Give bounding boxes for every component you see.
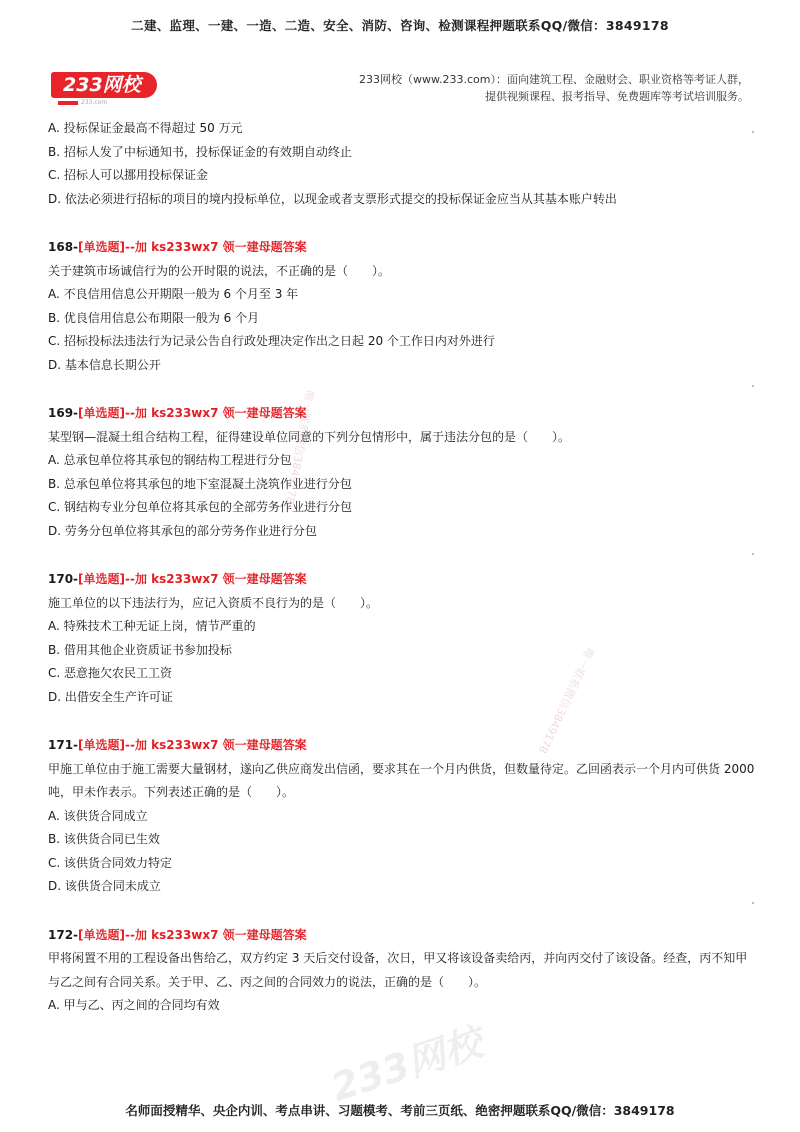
question-number: 168- (48, 240, 79, 254)
question-tag: [单选题]--加 ks233wx7 领一建母题答案 (78, 240, 307, 254)
option-b: B. 借用其他企业资质证书参加投标 (48, 642, 232, 657)
previous-question-options (48, 117, 758, 211)
brand-logo: 233网校 (51, 72, 157, 98)
edge-mark (752, 902, 754, 904)
option-c: C. 招标人可以挪用投标保证金 (48, 168, 209, 182)
footer-banner: 名师面授精华、央企内训、考点串讲、习题模考、考前三页纸、绝密押题联系QQ/微信：3849178 (125, 1103, 675, 1118)
option-b: B. 总承包单位将其承包的地下室混凝土浇筑作业进行分包 (48, 476, 352, 491)
question-stem: 甲施工单位由于施工需要大量钢材，遂向乙供应商发出信函，要求其在一个月内供货，但数量待定。乙回函表示一个月内可供货 2000 吨，甲未作表示。下列表述正确的是（ ）。 (48, 761, 755, 799)
option-d: D. 出借安全生产许可证 (48, 689, 173, 704)
option-c: C. 该供货合同效力特定 (48, 855, 173, 870)
brand-header (45, 68, 765, 108)
question-172 (48, 924, 758, 1018)
option-a: A. 该供货合同成立 (48, 808, 148, 823)
question-header (48, 734, 758, 758)
option-d: D. 该供货合同未成立 (48, 879, 161, 893)
watermark: 唯一联系微信3849178 (535, 645, 597, 756)
watermark-logo: 233网校 (326, 1019, 488, 1110)
header-line-1: 233网校（www.233.com）：面向建筑工程、金融财会、职业资格等考证人群， (359, 73, 749, 86)
question-number: 171- (48, 738, 79, 752)
option-b: B. 该供货合同已生效 (48, 832, 160, 846)
option-c: C. 招标投标法违法行为记录公告自行政处理决定作出之日起 20 个工作日内对外进行 (48, 334, 495, 348)
question-169 (48, 402, 758, 543)
question-header (48, 402, 758, 426)
question-content (48, 117, 758, 1018)
option-a: A. 总承包单位将其承包的钢结构工程进行分包 (48, 453, 292, 467)
question-number: 172- (48, 927, 79, 942)
option-d: D. 劳务分包单位将其承包的部分劳务作业进行分包 (48, 523, 317, 538)
question-number: 169- (48, 406, 79, 420)
question-tag: [单选题]--加 ks233wx7 领一建母题答案 (78, 572, 307, 586)
top-banner: 二建、监理、一建、一造、二造、安全、消防、咨询、检测课程押题联系QQ/微信：3849178 (131, 18, 669, 33)
question-stem: 某型钢—混凝土组合结构工程，征得建设单位同意的下列分包情形中，属于违法分包的是（ ）。 (48, 429, 571, 444)
question-170 (48, 568, 758, 709)
question-stem: 施工单位的以下违法行为，应记入资质不良行为的是（ ）。 (48, 595, 379, 610)
question-header (48, 236, 758, 260)
question-168 (48, 236, 758, 377)
question-header (48, 568, 758, 592)
option-a: A. 投标保证金最高不得超过 50 万元 (48, 121, 243, 135)
question-171 (48, 734, 758, 899)
edge-mark (752, 385, 754, 387)
option-c: C. 钢结构专业分包单位将其承包的全部劳务作业进行分包 (48, 500, 353, 514)
option-d: D. 基本信息长期公开 (48, 357, 161, 372)
option-a: A. 甲与乙、丙之间的合同均有效 (48, 998, 220, 1012)
option-b: B. 优良信用信息公布期限一般为 6 个月 (48, 310, 260, 325)
question-tag: [单选题]--加 ks233wx7 领一建母题答案 (78, 406, 307, 420)
question-tag: [单选题]--加 ks233wx7 领一建母题答案 (78, 927, 307, 942)
edge-mark (752, 553, 754, 555)
header-description (359, 71, 749, 105)
question-stem: 甲将闲置不用的工程设备出售给乙，双方约定 3 天后交付设备，次日，甲又将该设备卖给丙，并向丙交付了该设备。经查，丙不知甲与乙之间有合同关系。关于甲、乙、丙之间的合同效力的说法，正确的是（ ）。 (48, 951, 748, 989)
header-line-2: 提供视频课程、报考指导、免费题库等考试培训服务。 (485, 90, 749, 103)
option-d: D. 依法必须进行招标的项目的境内投标单位，以现金或者支票形式提交的投标保证金应当从其基本账户转出 (48, 191, 617, 206)
option-a: A. 不良信用信息公开期限一般为 6 个月至 3 年 (48, 287, 299, 301)
option-c: C. 恶意拖欠农民工工资 (48, 666, 173, 680)
logo-accent-bar (58, 101, 78, 105)
question-number: 170- (48, 572, 79, 586)
edge-mark (752, 131, 754, 133)
question-tag: [单选题]--加 ks233wx7 领一建母题答案 (78, 738, 307, 752)
option-b: B. 招标人发了中标通知书，投标保证金的有效期自动终止 (48, 144, 352, 159)
question-stem: 关于建筑市场诚信行为的公开时限的说法，不正确的是（ ）。 (48, 263, 391, 278)
logo-subtext: 233.com (81, 99, 108, 106)
question-header (48, 924, 758, 948)
watermark: 唯一联系微信3849178 (283, 389, 317, 505)
option-a: A. 特殊技术工种无证上岗，情节严重的 (48, 619, 256, 633)
